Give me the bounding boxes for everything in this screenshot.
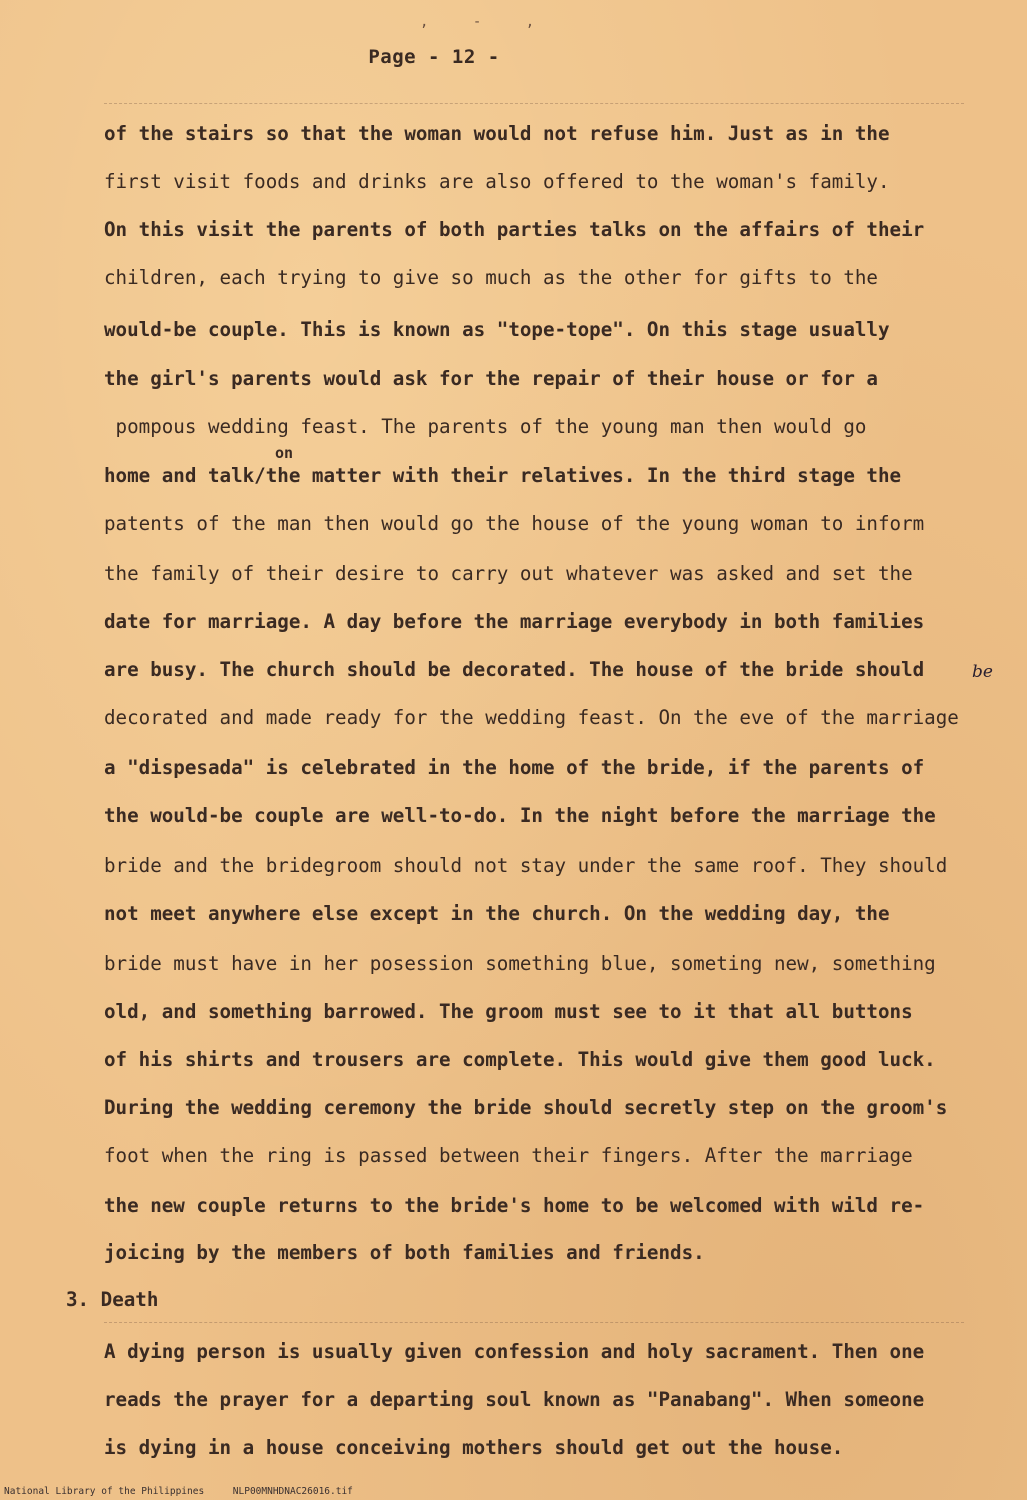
body-line: patents of the man then would go the house of the young woman to inform [104, 512, 925, 535]
body-line: the new couple returns to the bride's home to be welcomed with wild re- [104, 1194, 925, 1217]
body-line: a "dispesada" is celebrated in the home of the bride, if the parents of [104, 756, 925, 779]
body-line: decorated and made ready for the wedding feast. On the eve of the marriage [104, 706, 959, 729]
faint-rule [104, 103, 964, 104]
body-line: the girl's parents would ask for the repair of their house or for a [104, 367, 878, 390]
body-line: would-be couple. This is known as "tope-tope". On this stage usually [104, 318, 890, 341]
section-line: is dying in a house conceiving mothers should get out the house. [104, 1436, 844, 1459]
body-line: During the wedding ceremony the bride should secretly step on the groom's [104, 1096, 948, 1119]
handwritten-insertion: on [275, 444, 294, 462]
body-line: foot when the ring is passed between their fingers. After the marriage [104, 1144, 913, 1167]
body-line: children, each trying to give so much as the other for gifts to the [104, 266, 878, 289]
archive-footer: National Library of the Philippines NLP00MNHDNAC26016.tif [4, 1486, 353, 1497]
body-line: bride must have in her posession something blue, someting new, something [104, 952, 936, 975]
body-line: of the stairs so that the woman would not refuse him. Just as in the [104, 122, 890, 145]
body-line: of his shirts and trousers are complete. This would give them good luck. [104, 1048, 936, 1071]
handwritten-margin-note: be [972, 662, 993, 682]
body-line: are busy. The church should be decorated. The house of the bride should [104, 658, 925, 681]
body-line: date for marriage. A day before the marriage everybody in both families [104, 610, 925, 633]
faint-rule [104, 1322, 964, 1323]
body-line: pompous wedding feast. The parents of the young man then would go [104, 415, 867, 438]
body-line: bride and the bridegroom should not stay under the same roof. They should [104, 854, 948, 877]
section-heading: 3. Death [66, 1288, 159, 1311]
body-line: first visit foods and drinks are also offered to the woman's family. [104, 170, 890, 193]
section-line: reads the prayer for a departing soul known as "Panabang". When someone [104, 1388, 925, 1411]
body-line: joicing by the members of both families and friends. [104, 1241, 705, 1264]
body-line: the would-be couple are well-to-do. In the night before the marriage the [104, 804, 936, 827]
section-line: A dying person is usually given confession and holy sacrament. Then one [104, 1340, 925, 1363]
body-line: old, and something barrowed. The groom must see to it that all buttons [104, 1000, 913, 1023]
body-line: On this visit the parents of both parties talks on the affairs of their [104, 218, 925, 241]
body-line: the family of their desire to carry out whatever was asked and set the [104, 562, 913, 585]
body-line: not meet anywhere else except in the church. On the wedding day, the [104, 902, 890, 925]
body-line: home and talk/the matter with their relatives. In the third stage the [104, 464, 902, 487]
top-marks: , - , [420, 14, 553, 30]
page-number: Page - 12 - [368, 46, 500, 68]
